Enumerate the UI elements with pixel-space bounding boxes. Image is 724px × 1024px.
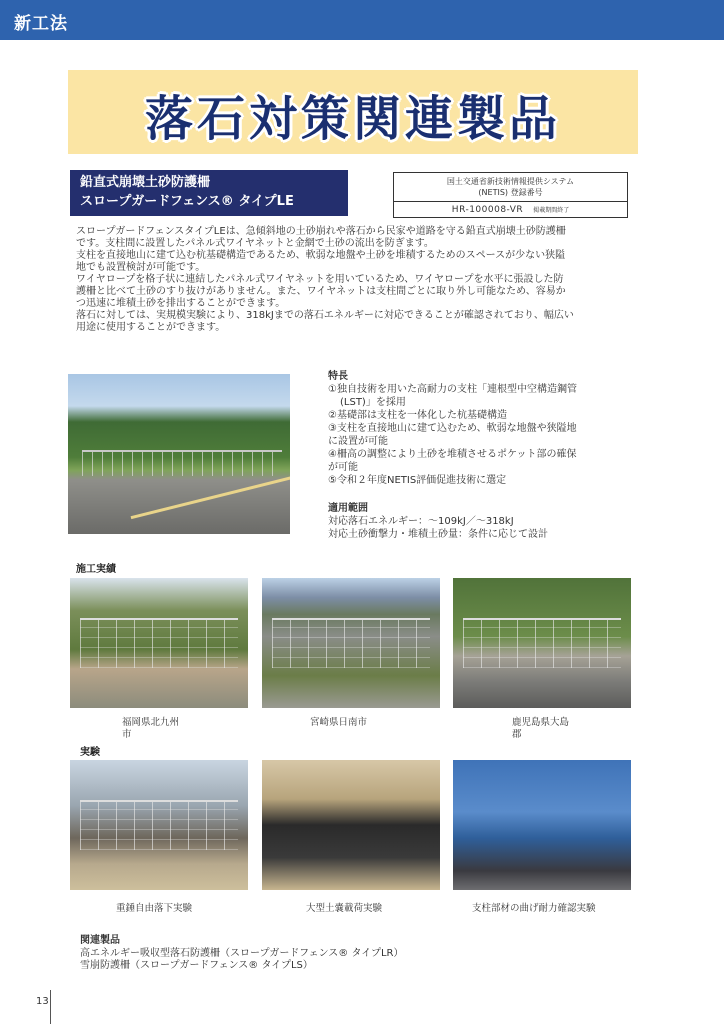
description-line: スロープガードフェンスタイプLEは、急傾斜地の土砂崩れや落石から民家や道路を守る鉛直式崩壊土砂防護柵 — [76, 226, 566, 237]
construction-photo-miyazaki — [262, 578, 440, 708]
page-number-rule — [50, 990, 51, 1024]
experiment-photo-drop-test — [70, 760, 248, 890]
title-banner — [68, 70, 638, 154]
description-line: 地でも設置検討が可能です。 — [76, 262, 206, 273]
related-heading: 関連製品 — [80, 935, 120, 946]
construction-caption — [310, 717, 367, 729]
page-number: 13 — [36, 996, 49, 1007]
netis-note: 掲載期間終了 — [533, 207, 570, 214]
features-section — [328, 370, 648, 487]
netis-registration-label: (NETIS) 登録番号 — [478, 188, 543, 197]
netis-system-name: 国土交通省新技術情報提供システム — [446, 177, 575, 186]
fence-shape — [82, 450, 282, 476]
construction-caption — [122, 717, 179, 741]
experiments-heading: 実験 — [80, 747, 100, 758]
construction-caption — [512, 717, 569, 741]
fence-shape — [272, 618, 430, 668]
main-photo — [68, 374, 290, 534]
net-shape — [80, 800, 238, 850]
related-item: 高エネルギー吸収型落石防護柵（スロープガードフェンス® タイプLR） — [80, 947, 404, 959]
related-item: 雪崩防護柵（スロープガードフェンス® タイプLS） — [80, 960, 313, 971]
description-line: です。支柱間に設置したパネル式ワイヤネットと金網で土砂の流出を防ぎます。 — [76, 238, 434, 249]
experiment-caption: 大型土嚢載荷実験 — [306, 903, 383, 914]
feature-item: が可能 — [328, 462, 358, 473]
experiment-caption: 重錘自由落下実験 — [116, 903, 193, 914]
description-line: 落石に対しては、実規模実験により、318kJまでの落石エネルギーに対応できることが確認されており、幅広い — [76, 310, 574, 321]
description — [76, 226, 636, 334]
feature-item: ④柵高の調整により土砂を堆積させるポケット部の確保 — [328, 449, 577, 460]
construction-heading: 施工実績 — [76, 564, 116, 575]
netis-number-row — [394, 202, 627, 217]
experiment-caption: 支柱部材の曲げ耐力確認実験 — [472, 903, 596, 914]
page-title: 落石対策関連製品 — [144, 91, 561, 147]
description-line: 支柱を直接地山に建て込む杭基礎構造であるため、軟弱な地盤や土砂を堆積するためのスペースが少ない狭隘 — [76, 250, 566, 261]
description-line: 護柵と比べて土砂のすり抜けがありません。また、ワイヤネットは支柱間ごとに取り外し可能なため、容易か — [76, 286, 566, 297]
netis-header — [394, 173, 627, 202]
scope-item: 対応土砂衝撃力・堆積土砂量：条件に応じて設計 — [328, 529, 548, 540]
feature-item: ⑤令和２年度NETIS評価促進技術に選定 — [328, 475, 507, 486]
netis-box — [393, 172, 628, 218]
scope-heading: 適用範囲 — [328, 503, 368, 514]
experiment-photo-sandbag-load — [262, 760, 440, 890]
feature-item: ①独自技術を用いた高耐力の支柱「連根型中空構造鋼管 — [328, 384, 577, 395]
feature-item: に設置が可能 — [328, 436, 388, 447]
caption-line: 郡 — [512, 729, 522, 740]
feature-item: ③支柱を直接地山に建て込むため、軟弱な地盤や狭隘地 — [328, 423, 577, 434]
caption-line: 鹿児島県大島 — [512, 717, 570, 728]
construction-photo-fukuoka — [70, 578, 248, 708]
description-line: 用途に使用することができます。 — [76, 322, 226, 333]
product-name: スロープガードフェンス® タイプLE — [80, 194, 294, 209]
scope-item: 対応落石エネルギー：～109kJ／～318kJ — [328, 516, 514, 527]
description-line: ワイヤロープを格子状に連結したパネル式ワイヤネットを用いているため、ワイヤロープを水平に張設した防 — [76, 274, 564, 285]
category-label: 新工法 — [14, 14, 68, 34]
construction-photo-kagoshima — [453, 578, 631, 708]
features-heading: 特長 — [328, 371, 348, 382]
related-products — [80, 935, 680, 973]
netis-number: HR-100008-VR — [451, 204, 524, 215]
caption-line: 福岡県北九州 — [122, 717, 180, 728]
category-bar — [0, 0, 724, 40]
fence-shape — [80, 618, 238, 668]
product-type: 鉛直式崩壊土砂防護柵 — [80, 175, 211, 190]
description-line: つ迅速に堆積土砂を排出することができます。 — [76, 298, 286, 309]
caption-line: 市 — [122, 729, 132, 740]
caption-line: 宮崎県日南市 — [310, 717, 368, 728]
feature-item: (LST)」を採用 — [340, 397, 406, 408]
experiment-photo-bending-test — [453, 760, 631, 890]
feature-item: ②基礎部は支柱を一体化した杭基礎構造 — [328, 410, 507, 421]
product-name-box — [70, 170, 348, 216]
scope-section — [328, 502, 648, 541]
fence-shape — [463, 618, 621, 668]
